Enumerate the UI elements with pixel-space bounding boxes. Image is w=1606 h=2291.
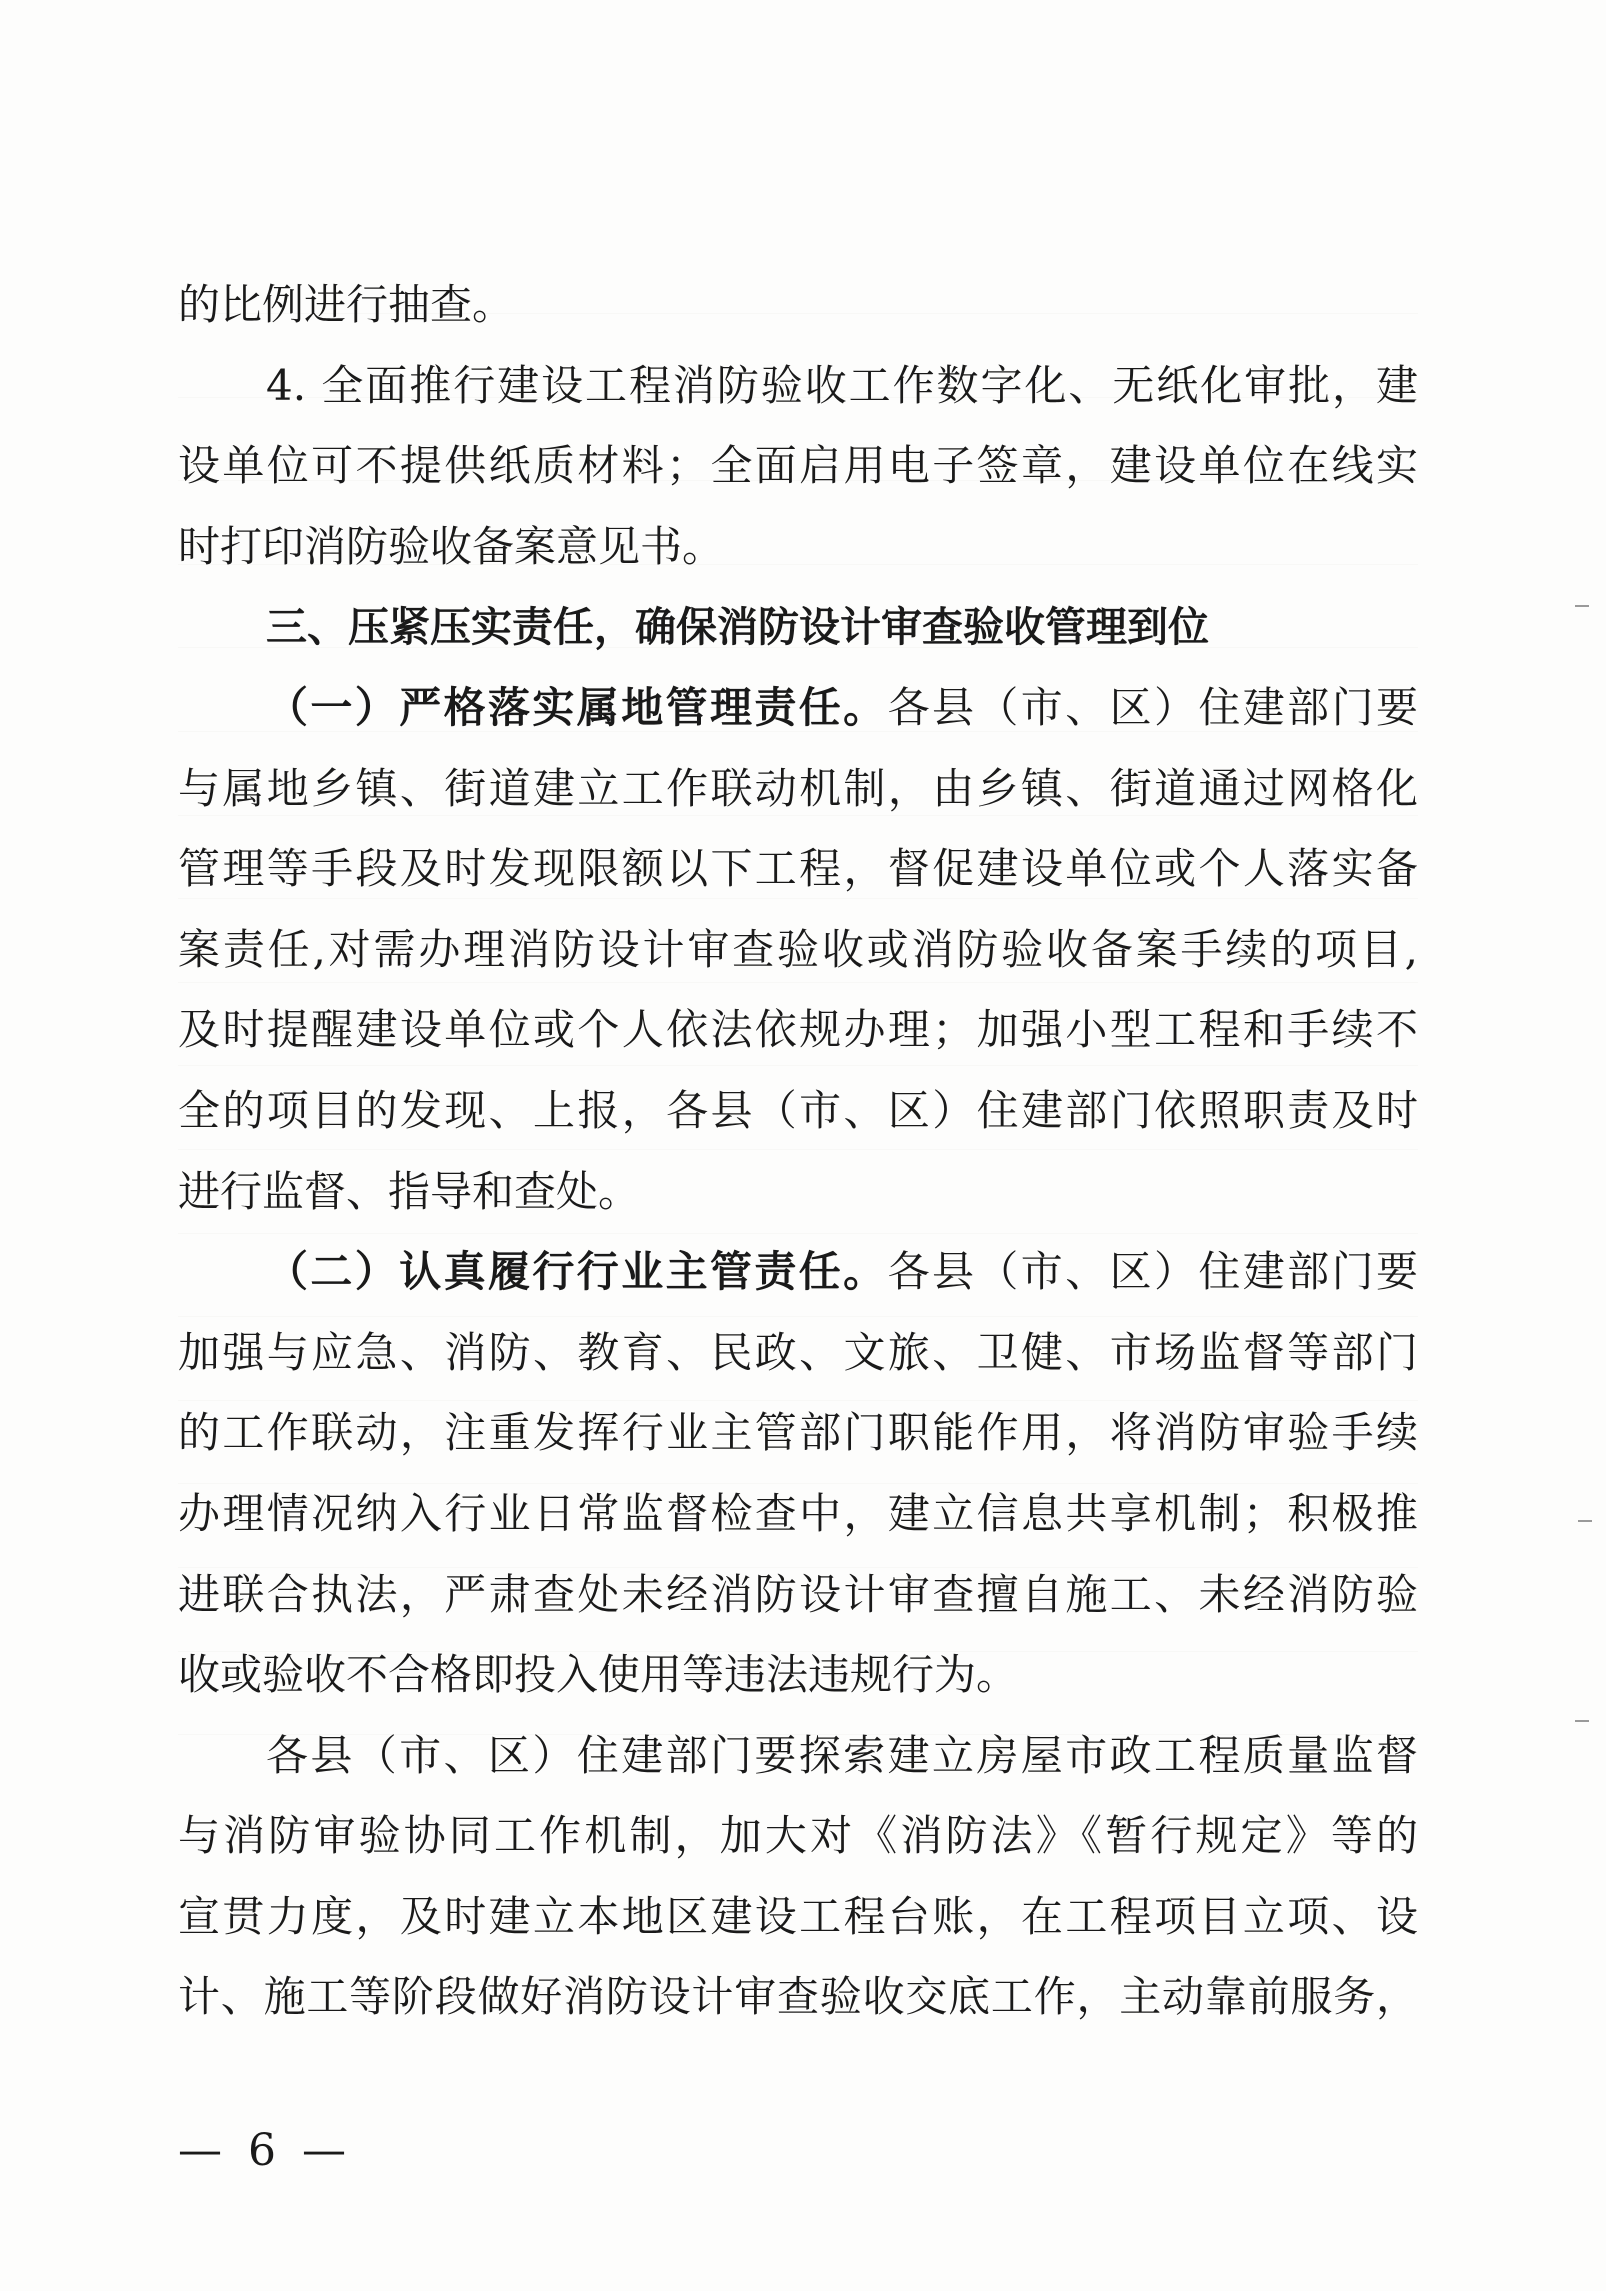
text-line: 计、施工等阶段做好消防设计审查验收交底工作，主动靠前服务， xyxy=(178,1972,1418,2022)
text-line: 办理情况纳入行业日常监督检查中，建立信息共享机制；积极推 xyxy=(178,1488,1418,1538)
subsection-heading: （二）认真履行行业主管责任。 xyxy=(266,1247,888,1297)
text-line: 宣贯力度，及时建立本地区建设工程台账，在工程项目立项、设 xyxy=(178,1891,1418,1941)
text-line: 及时提醒建设单位或个人依法依规办理；加强小型工程和手续不 xyxy=(178,1005,1418,1055)
scan-speck xyxy=(1578,1520,1592,1522)
text-line: 收或验收不合格即投入使用等违法违规行为。 xyxy=(178,1650,1019,1700)
text-line: 案责任,对需办理消防设计审查验收或消防验收备案手续的项目, xyxy=(178,924,1418,974)
paragraph-line xyxy=(178,1232,1418,1313)
scan-speck xyxy=(1575,1720,1589,1722)
text-line: 与消防审验协同工作机制，加大对《消防法》《暂行规定》等的 xyxy=(178,1811,1418,1861)
text-line: 各县（市、区）住建部门要探索建立房屋市政工程质量监督 xyxy=(266,1730,1418,1780)
paragraph-text: 各县（市、区）住建部门要 xyxy=(887,682,1418,732)
paragraph-text: 各县（市、区）住建部门要 xyxy=(887,1247,1418,1297)
text-line: 管理等手段及时发现限额以下工程，督促建设单位或个人落实备 xyxy=(178,844,1418,894)
text-line: 设单位可不提供纸质材料；全面启用电子签章，建设单位在线实 xyxy=(178,441,1418,491)
text-line: 的工作联动，注重发挥行业主管部门职能作用，将消防审验手续 xyxy=(178,1408,1418,1458)
scan-speck xyxy=(1575,605,1589,607)
subsection-heading: （一）严格落实属地管理责任。 xyxy=(266,682,888,732)
text-line: 4. 全面推行建设工程消防验收工作数字化、无纸化审批，建 xyxy=(266,360,1418,410)
text-line: 时打印消防验收备案意见书。 xyxy=(178,521,725,571)
text-line: 全的项目的发现、上报，各县（市、区）住建部门依照职责及时 xyxy=(178,1085,1418,1135)
page-number: — 6 — xyxy=(178,2125,352,2176)
text-line: 加强与应急、消防、教育、民政、文旅、卫健、市场监督等部门 xyxy=(178,1327,1418,1377)
paragraph-line xyxy=(178,668,1418,749)
text-line: 的比例进行抽查。 xyxy=(178,280,515,329)
document-body xyxy=(178,265,1418,2038)
text-line: 与属地乡镇、街道建立工作联动机制，由乡镇、街道通过网格化 xyxy=(178,763,1418,813)
section-heading: 三、压紧压实责任，确保消防设计审查验收管理到位 xyxy=(266,603,1209,652)
text-line: 进行监督、指导和查处。 xyxy=(178,1166,641,1216)
text-line: 进联合执法，严肃查处未经消防设计审查擅自施工、未经消防验 xyxy=(178,1569,1418,1619)
